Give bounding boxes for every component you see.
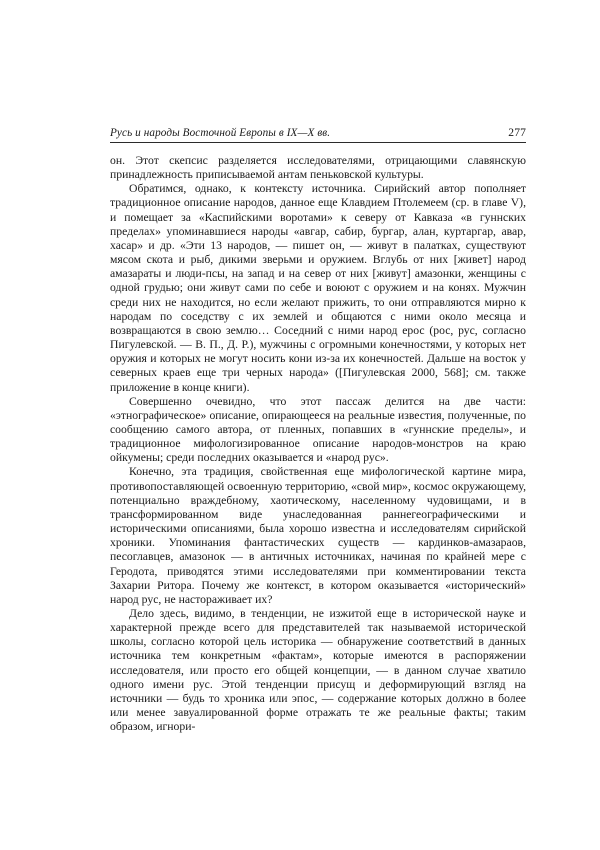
page-number: 277 bbox=[508, 126, 526, 139]
page-header bbox=[110, 126, 526, 143]
running-title: Русь и народы Восточной Европы в IX—X вв. bbox=[110, 127, 331, 139]
body-text bbox=[110, 154, 526, 734]
paragraph-1: он. Этот скепсис разделяется исследователями, отрицающими славянскую принадлежность приписываемой антам пеньковской культуры. bbox=[110, 154, 526, 182]
paragraph-2: Обратимся, однако, к контексту источника. Сирийский автор пополняет традиционное описание народов, данное еще Клавдием Птолемеем (ср. в главе V), и помещает за «Каспийскими воротами» к северу от Кавказа «в гуннских пределах» упоминавшиеся народы «авгар, сабир, бургар, алан, куртаргар, авар, хасар» и др. «Эти 13 народов, — пишет он, — живут в палатках, существуют мясом скота и рыб, дикими зверьми и оружием. Вглубь от них [живет] народ амазараты и люди-псы, на запад и на север от них [живут] амазонки, женщины с одной грудью; они живут сами по себе и воюют с оружием и на конях. Мужчин среди них не находится, но если желают прижить, то они отправляются мирно к народам по соседству с их землей и общаются с ними около месяца и возвращаются в свою землю… Соседний с ними народ ерос (рос, рус, согласно Пигулевской. — В. П., Д. Р.), мужчины с огромными конечностями, у которых нет оружия и которых не могут носить кони из-за их конечностей. Дальше на восток у северных краев еще три черных народа» ([Пигулевская 2000, 568]; см. также приложение в конце книги). bbox=[110, 182, 526, 394]
paragraph-5: Дело здесь, видимо, в тенденции, не изжитой еще в исторической науке и характерной прежде всего для представителей так называемой исторической школы, согласно которой цель историка — обнаружение соответствий в данных источника тем конкретным «фактам», которые имеются в распоряжении исследователя, или просто его общей концепции, — в данном случае хватило одного имени рус. Этой тенденции присущ и деформирующий взгляд на источники — будь то хроника или эпос, — содержание которых должно в более или менее завуалированной форме отражать те же реальные факты; таким образом, игнори- bbox=[110, 607, 526, 734]
paragraph-3: Совершенно очевидно, что этот пассаж делится на две части: «этнографическое» описание, опирающееся на реальные известия, полученные, по сообщению самого автора, от пленных, попавших в «гуннские пределы», и традиционное мифологизированное описание народов-монстров на краю ойкумены; среди последних оказывается и «народ рус». bbox=[110, 394, 526, 465]
paragraph-4: Конечно, эта традиция, свойственная еще мифологической картине мира, противопоставляющей освоенную территорию, «свой мир», космос окружающему, потенциально враждебному, хаотическому, населенному чудовищами, и в трансформированном виде унаследованная раннегеографическими и историческими описаниями, была хорошо известна и исследователям сирийской хроники. Упоминания фантастических существ — кардинков-амазараов, песоглавцев, амазонок — в античных источниках, начиная по крайней мере с Геродота, приводятся этими исследователями при комментировании текста Захарии Ритора. Почему же контекст, в котором оказывается «исторический» народ рус, не настораживает их? bbox=[110, 465, 526, 606]
